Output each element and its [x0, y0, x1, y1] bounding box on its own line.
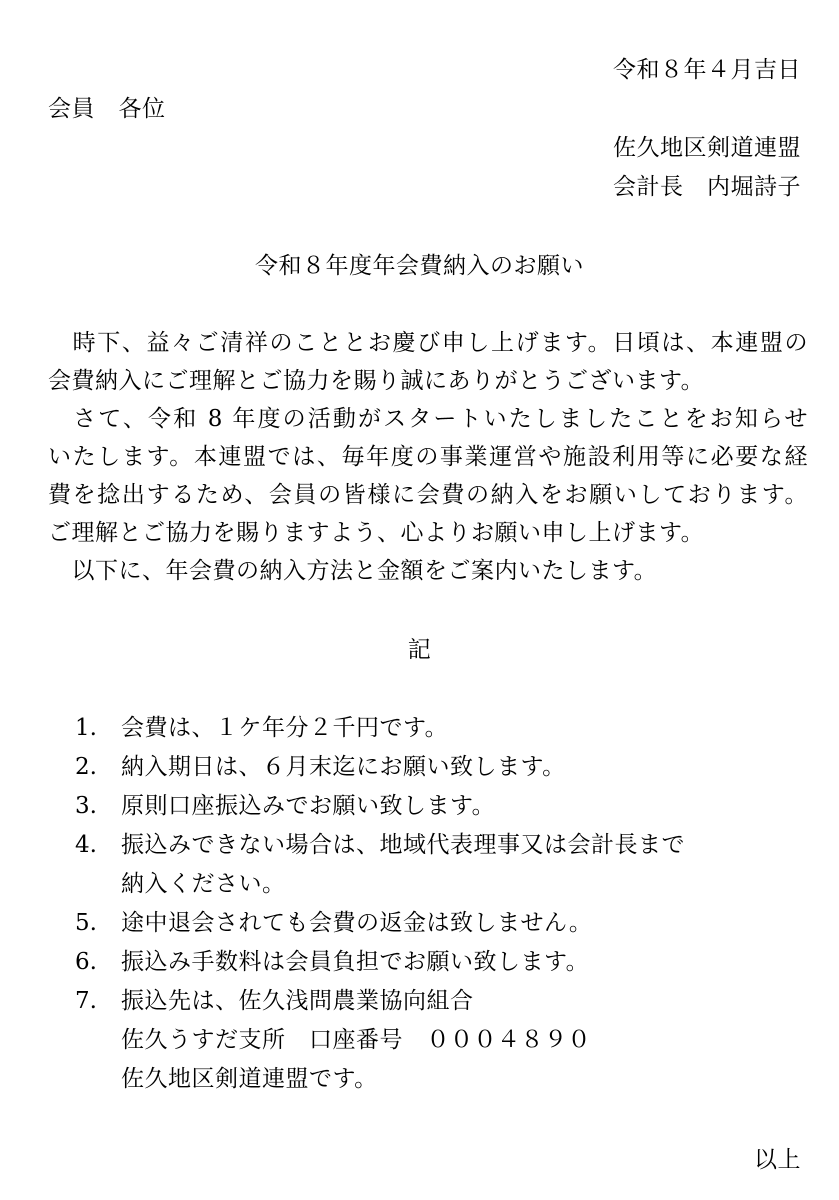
- recipient-line: 会員 各位: [48, 96, 166, 122]
- list-item-number: 4.: [75, 832, 97, 858]
- sender-organization: 佐久地区剣道連盟: [613, 135, 801, 161]
- body-paragraph-line: さて、令和 8 年度の活動がスタートいたしましたことをお知らせ: [48, 406, 808, 432]
- body-paragraph-line: 以下に、年会費の納入方法と金額をご案内いたします。: [48, 558, 658, 584]
- list-item-text: 途中退会されても会費の返金は致しません。: [121, 910, 593, 936]
- list-item-number: 6.: [75, 949, 97, 975]
- list-item-text-continuation: 納入ください。: [121, 871, 286, 897]
- list-item-text: 振込みできない場合は、地域代表理事又は会計長まで: [121, 832, 685, 858]
- body-paragraph-line: 会費納入にご理解とご協力を賜り誠にありがとうございます。: [48, 368, 705, 394]
- list-item-number: 1.: [75, 715, 97, 741]
- body-paragraph-line: 費を捻出するため、会員の皆様に会費の納入をお願いしております。: [48, 482, 808, 508]
- list-item-number: 3.: [75, 793, 97, 819]
- document-title: 令和８年度年会費納入のお願い: [255, 253, 584, 279]
- list-item-number: 2.: [75, 754, 97, 780]
- closing-ijo: 以上: [754, 1147, 801, 1173]
- list-item-number: 5.: [75, 910, 97, 936]
- list-item-number: 7.: [75, 988, 97, 1014]
- list-item-text: 会費は、１ケ年分２千円です。: [121, 715, 449, 741]
- list-item-text: 納入期日は、６月末迄にお願い致します。: [121, 754, 566, 780]
- list-item-text-continuation: 佐久うすだ支所 口座番号 ０００４８９０: [121, 1027, 591, 1053]
- body-paragraph-line: 時下、益々ご清祥のこととお慶び申し上げます。日頃は、本連盟の: [48, 330, 808, 356]
- list-item-text-continuation: 佐久地区剣道連盟です。: [121, 1066, 378, 1092]
- list-item-text: 振込先は、佐久浅問農業協向組合: [121, 988, 474, 1014]
- body-paragraph-line: いたします。本連盟では、毎年度の事業運営や施設利用等に必要な経: [48, 444, 808, 470]
- ki-heading: 記: [407, 637, 432, 663]
- document-date: 令和８年４月吉日: [613, 57, 801, 83]
- list-item-text: 原則口座振込みでお願い致します。: [121, 793, 496, 819]
- list-item-text: 振込み手数料は会員負担でお願い致します。: [121, 949, 590, 975]
- body-paragraph-line: ご理解とご協力を賜りますよう、心よりお願い申し上げます。: [48, 520, 705, 546]
- sender-person: 会計長 内堀詩子: [613, 174, 801, 200]
